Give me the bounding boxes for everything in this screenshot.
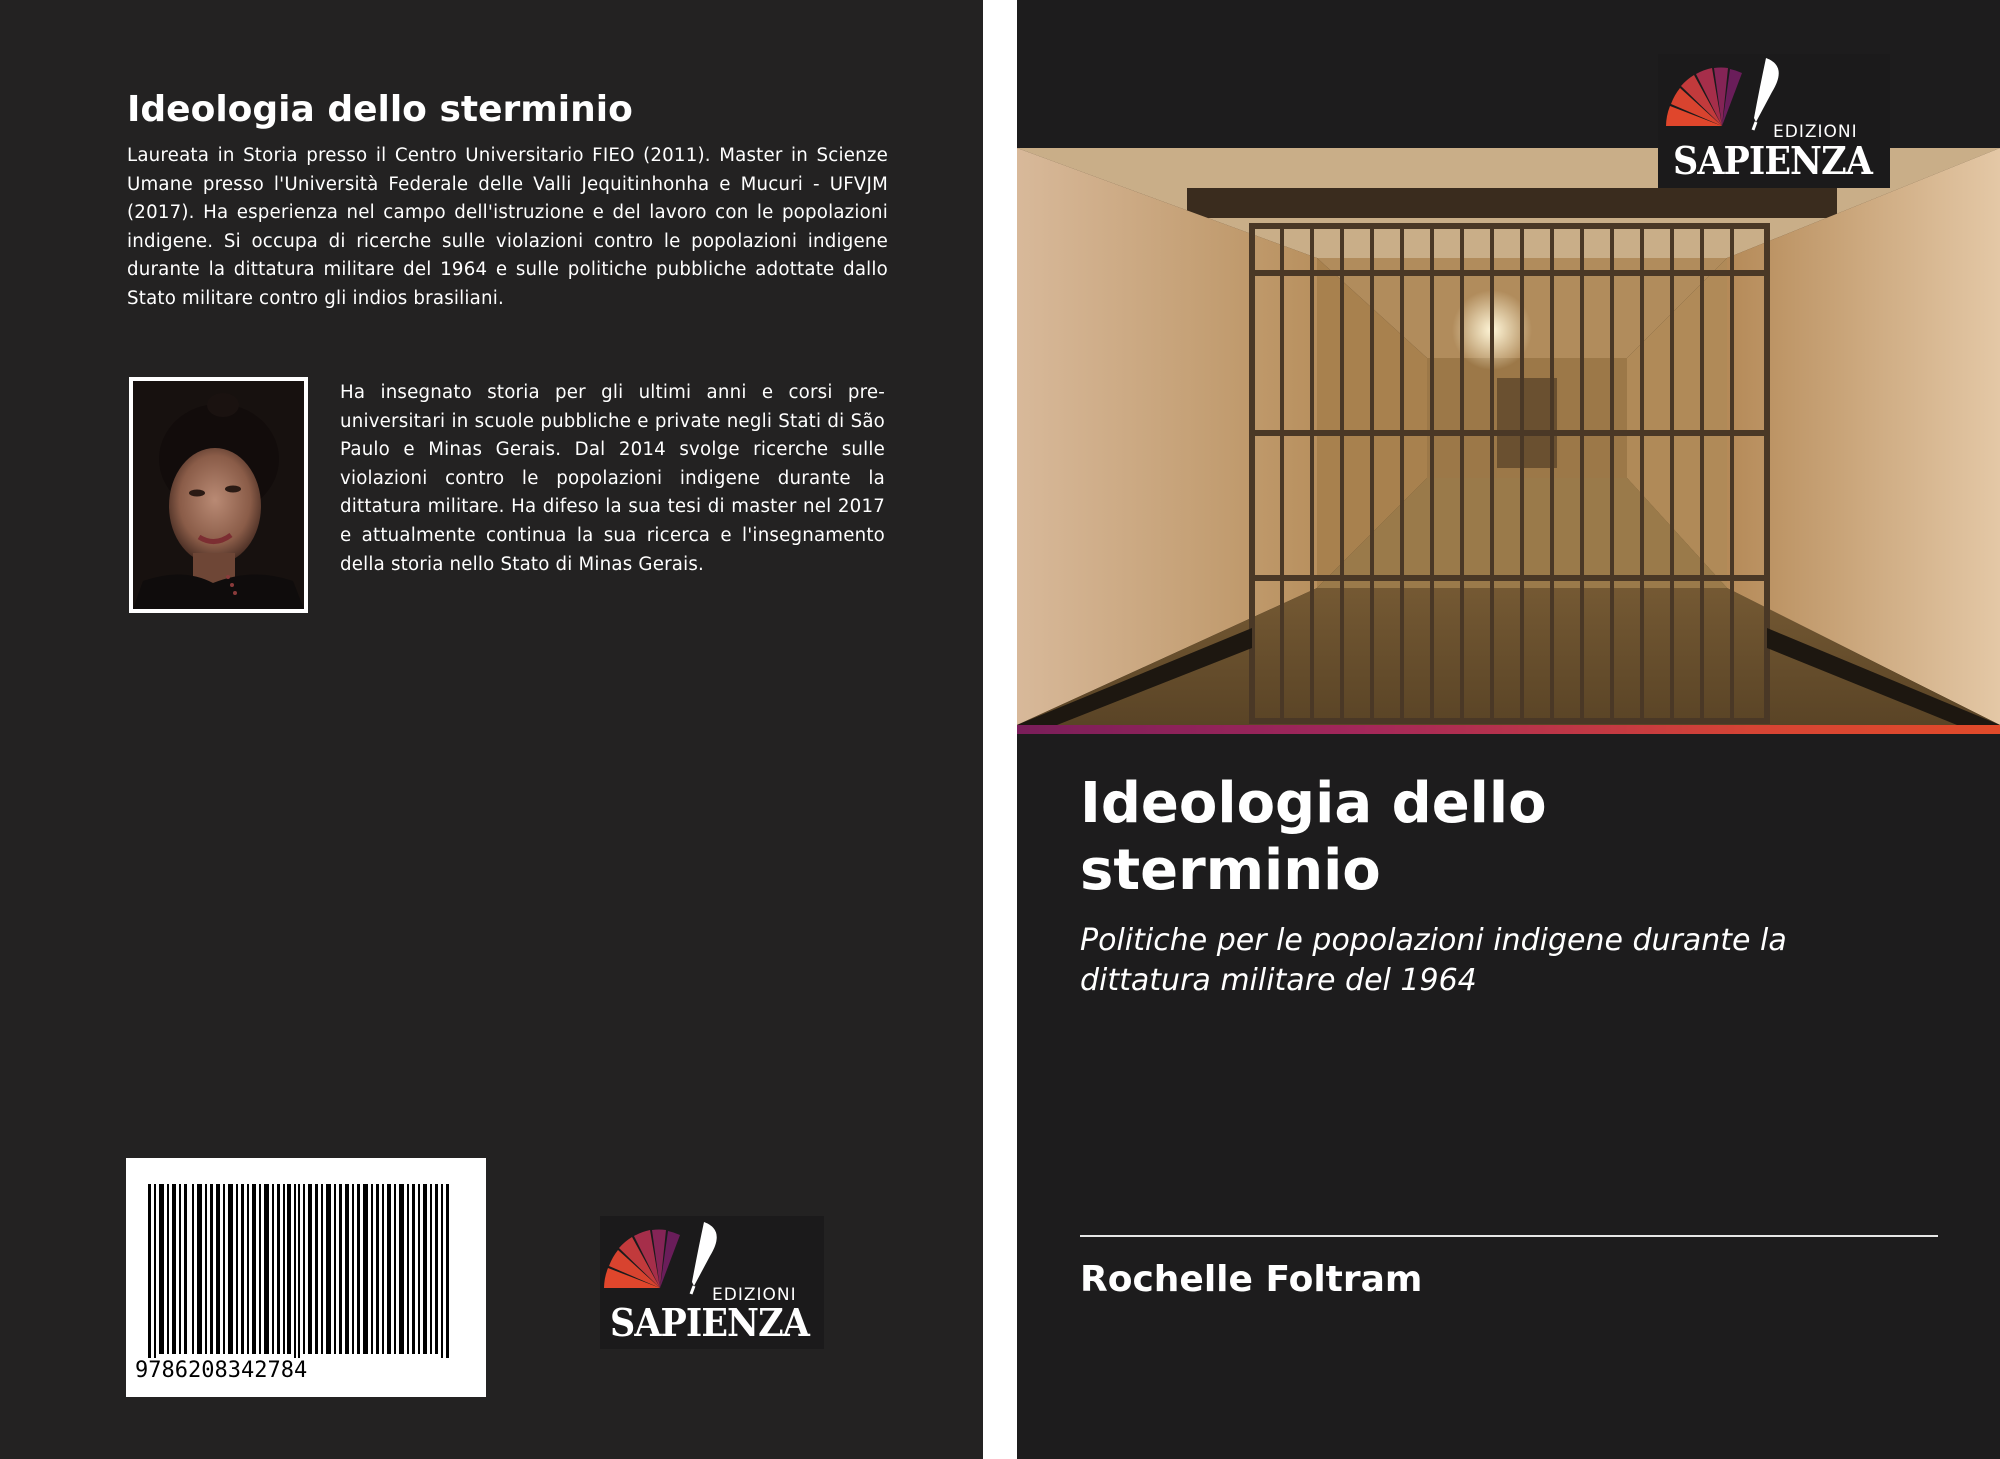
prison-corridor-photo: [1017, 148, 2000, 725]
barcode-icon: [126, 1158, 486, 1358]
publisher-name-line1: EDIZIONI: [1773, 122, 1858, 142]
author-portrait-icon: [133, 381, 304, 609]
front-cover-author: Rochelle Foltram: [1080, 1259, 1423, 1300]
accent-gradient-bar: [1017, 725, 2000, 734]
front-cover-subtitle: Politiche per le popolazioni indigene durante la dittatura militare del 1964: [1080, 923, 1787, 998]
isbn-digits: 9786208342784: [135, 1358, 308, 1383]
back-cover-title: Ideologia dello sterminio: [127, 89, 633, 130]
front-cover-title: Ideologia dello sterminio: [1080, 771, 1547, 903]
publisher-name-line1: EDIZIONI: [712, 1285, 797, 1305]
prison-corridor-icon: [1017, 148, 2000, 725]
author-bio-paragraph-1: Laureata in Storia presso il Centro Universitario FIEO (2011). Master in Scienze Umane presso l'Università Federale delle Valli Jequitinhonha e Mucuri - UFVJM (2017). Ha esperienza nel campo dell'istruzione e del lavoro con le popolazioni indigene. Si occupa di ricerche sulle violazioni contro le popolazioni indigene durante la dittatura militare del 1964 e sulle politiche pubbliche adottate dallo Stato militare contro gli indios brasiliani.: [127, 145, 888, 309]
publisher-logo-back: [600, 1216, 824, 1349]
author-portrait-photo: [129, 377, 308, 613]
publisher-name-line2: SAPIENZA: [1673, 138, 1872, 183]
back-cover: [0, 0, 983, 1459]
publisher-logo-front: [1658, 54, 1890, 188]
author-bio-paragraph-2: Ha insegnato storia per gli ultimi anni e corsi pre-universitari in scuole pubbliche e private negli Stati di São Paulo e Minas Gerais. Dal 2014 svolge ricerche sulle violazioni contro le popolazioni indigene durante la dittatura militare. Ha difeso la sua tesi di master nel 2017 e attualmente continua la sua ricerca e l'insegnamento della storia nello Stato di Minas Gerais.: [340, 382, 885, 575]
publisher-name-line2: SAPIENZA: [610, 1300, 809, 1345]
author-divider: [1080, 1235, 1938, 1237]
isbn-barcode: [126, 1158, 486, 1397]
